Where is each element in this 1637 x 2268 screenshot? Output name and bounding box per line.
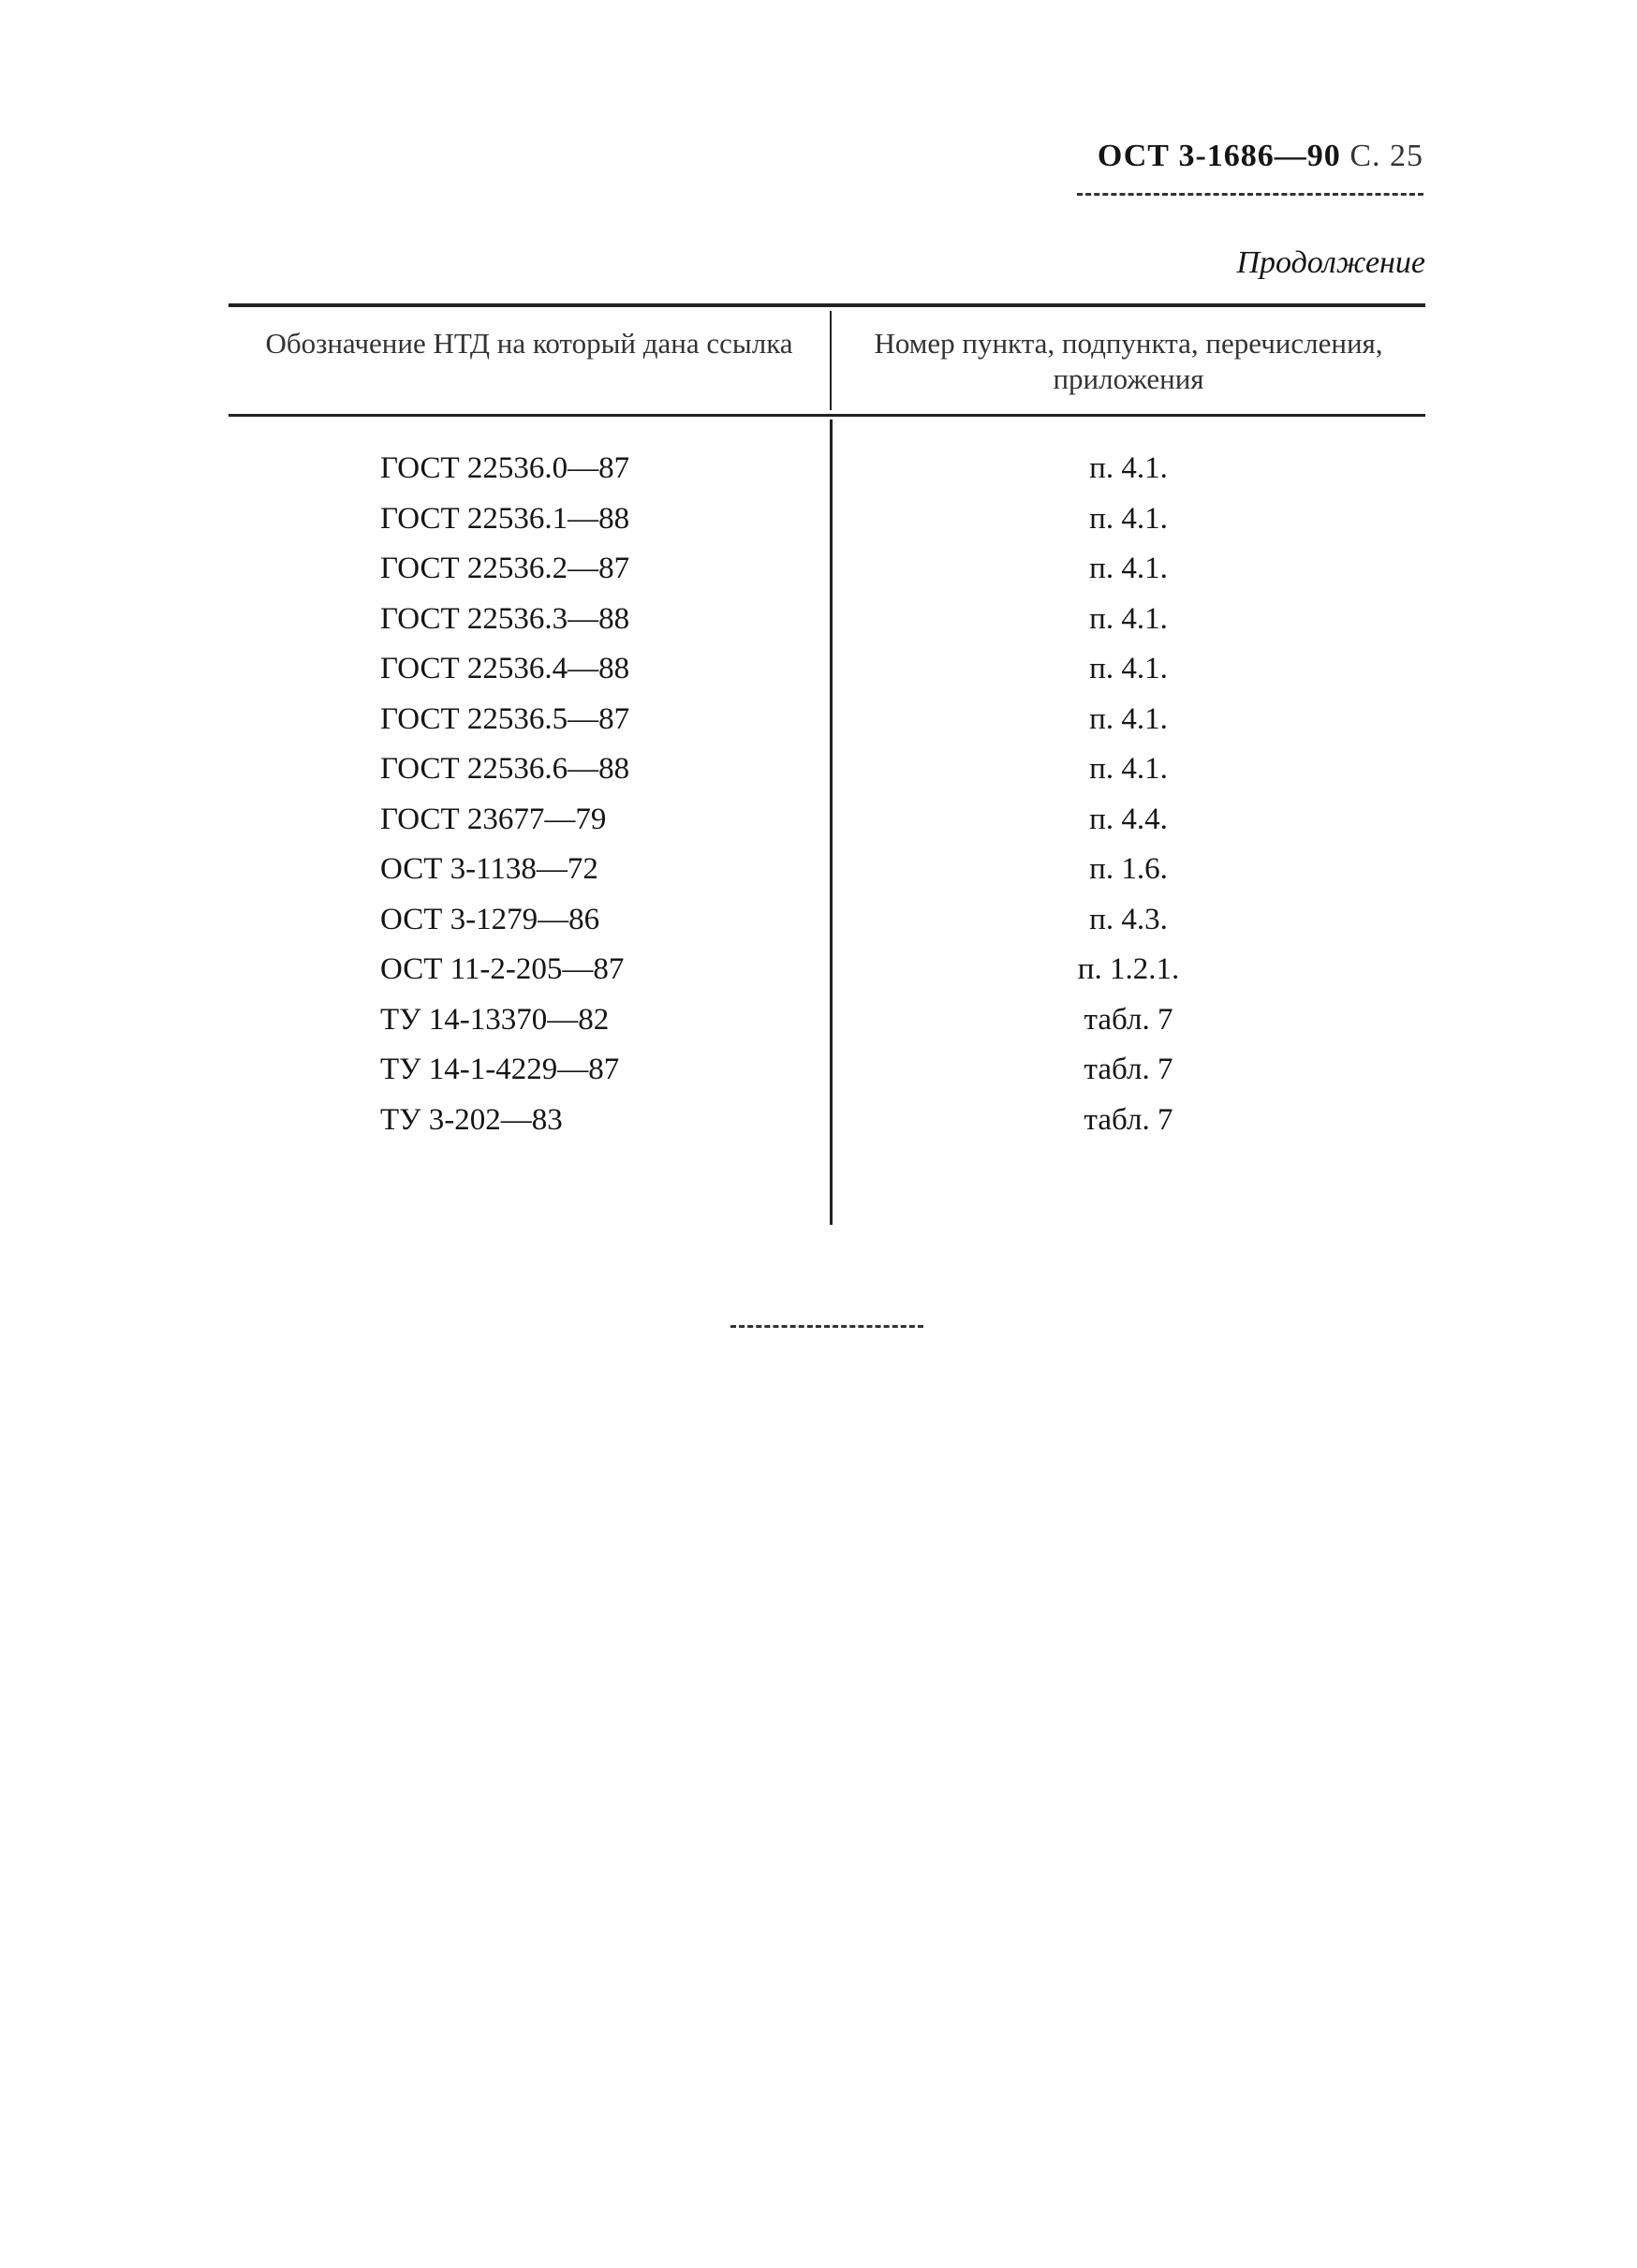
reference-cell: ГОСТ 22536.6—88 bbox=[380, 752, 630, 786]
table-header-rule bbox=[229, 414, 1425, 417]
clause-cell: п. 4.1. bbox=[1089, 601, 1168, 636]
reference-cell: ГОСТ 22536.0—87 bbox=[380, 451, 630, 485]
table-row bbox=[229, 695, 1425, 745]
column-header-reference: Обозначение НТД на который дана ссылка bbox=[265, 327, 793, 360]
clause-cell: п. 1.6. bbox=[1089, 852, 1168, 886]
reference-cell: ГОСТ 22536.5—87 bbox=[380, 701, 630, 736]
reference-cell: ОСТ 3-1138—72 bbox=[380, 852, 598, 886]
page-header bbox=[1098, 139, 1423, 174]
reference-cell: ГОСТ 22536.2—87 bbox=[380, 552, 630, 585]
table-top-rule bbox=[229, 303, 1425, 307]
clause-cell: табл. 7 bbox=[1084, 1053, 1173, 1086]
clause-cell: п. 1.2.1. bbox=[1077, 952, 1180, 986]
clause-cell: п. 4.1. bbox=[1089, 652, 1168, 685]
end-of-document-mark bbox=[730, 1325, 923, 1328]
reference-cell: ТУ 14-1-4229—87 bbox=[380, 1053, 620, 1086]
reference-cell: ГОСТ 22536.1—88 bbox=[380, 501, 630, 536]
reference-cell: ГОСТ 22536.4—88 bbox=[380, 652, 630, 685]
clause-cell: п. 4.3. bbox=[1089, 902, 1168, 936]
clause-cell: п. 4.1. bbox=[1089, 451, 1168, 485]
document-code: ОСТ 3-1686—90 bbox=[1097, 139, 1341, 173]
table-row bbox=[229, 744, 1425, 795]
clause-cell: табл. 7 bbox=[1084, 1102, 1173, 1137]
clause-cell: п. 4.1. bbox=[1089, 501, 1168, 536]
reference-cell: ОСТ 3-1279—86 bbox=[380, 902, 600, 936]
clause-cell: п. 4.1. bbox=[1089, 552, 1168, 585]
table-row bbox=[229, 544, 1425, 595]
table-body bbox=[229, 444, 1425, 1145]
reference-cell: ТУ 14-13370—82 bbox=[380, 1002, 610, 1037]
clause-cell: табл. 7 bbox=[1084, 1002, 1173, 1037]
clause-cell: п. 4.4. bbox=[1089, 802, 1168, 836]
reference-cell: ОСТ 11-2-205—87 bbox=[380, 952, 625, 986]
table-row bbox=[229, 895, 1425, 946]
continuation-label: Продолжение bbox=[1236, 245, 1425, 280]
table-row bbox=[229, 644, 1425, 695]
table-row bbox=[229, 845, 1425, 895]
table-row bbox=[229, 945, 1425, 995]
table-row bbox=[229, 595, 1425, 645]
reference-cell: ГОСТ 23677—79 bbox=[380, 802, 607, 836]
table-row bbox=[229, 1096, 1425, 1146]
column-header-clause: Номер пункта, подпункта, перечисления, приложения bbox=[874, 327, 1383, 395]
reference-cell: ГОСТ 22536.3—88 bbox=[380, 601, 630, 636]
clause-cell: п. 4.1. bbox=[1089, 752, 1168, 786]
table-row bbox=[229, 1045, 1425, 1096]
table-row bbox=[229, 444, 1425, 494]
clause-cell: п. 4.1. bbox=[1089, 701, 1168, 736]
table-row bbox=[229, 795, 1425, 846]
header-underline bbox=[1077, 193, 1423, 196]
reference-cell: ТУ 3-202—83 bbox=[380, 1102, 563, 1137]
page-number: С. 25 bbox=[1349, 139, 1423, 173]
table-row bbox=[229, 995, 1425, 1046]
table-row bbox=[229, 494, 1425, 545]
